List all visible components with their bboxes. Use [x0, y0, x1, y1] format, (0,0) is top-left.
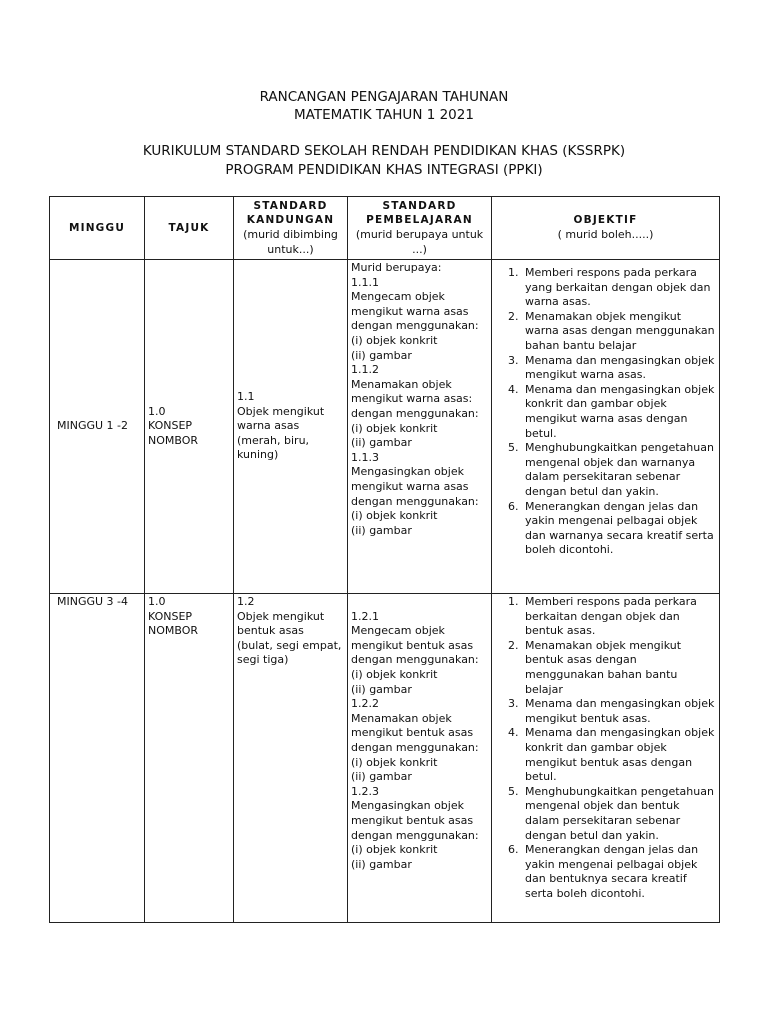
objective-item: 2. Menamakan objek mengikut bentuk asas dengan menggunakan bahan bantu belajar [522, 639, 716, 697]
objective-item: 1. Memberi respons pada perkara yang berkaitan dengan objek dan warna asas. [522, 266, 716, 310]
subtitle-line-1: KURIKULUM STANDARD SEKOLAH RENDAH PENDIDIKAN KHAS (KSSRPK) [142, 143, 626, 159]
cell-minggu: MINGGU 1 -2 [50, 260, 145, 594]
header-objektif: OBJEKTIF ( murid boleh.....) [492, 197, 720, 260]
document-title [0, 88, 768, 124]
document-subtitle [0, 142, 768, 180]
table-row [50, 260, 720, 594]
cell-minggu: MINGGU 3 -4 [50, 594, 145, 923]
header-minggu: MINGGU [50, 197, 145, 260]
objective-item: 4. Menama dan mengasingkan objek konkrit dan gambar objek mengikut bentuk asas dengan betul. [522, 726, 716, 784]
lesson-plan-table [49, 196, 720, 923]
objective-item: 2. Menamakan objek mengikut warna asas dengan menggunakan bahan bantu belajar [522, 310, 716, 354]
table-header-row [50, 197, 720, 260]
cell-tajuk: 1.0 KONSEP NOMBOR [145, 260, 234, 594]
title-line-2: MATEMATIK TAHUN 1 2021 [294, 107, 474, 123]
objective-item: 4. Menama dan mengasingkan objek konkrit dan gambar objek mengikut warna asas dengan betul. [522, 383, 716, 441]
objective-item: 5. Menghubungkaitkan pengetahuan mengenal objek dan warnanya dalam persekitaran sebenar dengan betul dan yakin. [522, 441, 716, 499]
objective-item: 1. Memberi respons pada perkara berkaitan dengan objek dan bentuk asas. [522, 595, 716, 639]
subtitle-line-2: PROGRAM PENDIDIKAN KHAS INTEGRASI (PPKI) [225, 162, 543, 178]
title-line-1: RANCANGAN PENGAJARAN TAHUNAN [259, 89, 509, 105]
cell-standard-pembelajaran: Murid berupaya: 1.1.1 Mengecam objek mengikut warna asas dengan menggunakan: (i) objek konkrit (ii) gambar 1.1.2 Menamakan objek mengikut warna asas: dengan menggunakan: (i) objek konkrit (ii) gambar 1.1.3 Mengasingkan objek mengikut warna asas dengan menggunakan: (i) objek konkrit (ii) gambar [348, 260, 492, 594]
cell-objektif [492, 594, 720, 923]
objective-item: 5. Menghubungkaitkan pengetahuan mengenal objek dan bentuk dalam persekitaran sebenar dengan betul dan yakin. [522, 785, 716, 843]
cell-objektif [492, 260, 720, 594]
objective-item: 6. Menerangkan dengan jelas dan yakin mengenai pelbagai objek dan bentuknya secara kreatif serta boleh dicontohi. [522, 843, 716, 901]
header-standard-kandungan: STANDARD KANDUNGAN (murid dibimbing untuk...) [234, 197, 348, 260]
header-tajuk: TAJUK [145, 197, 234, 260]
objective-item: 3. Menama dan mengasingkan objek mengikut bentuk asas. [522, 697, 716, 726]
objective-item: 6. Menerangkan dengan jelas dan yakin mengenai pelbagai objek dan warnanya secara kreatif serta boleh dicontohi. [522, 500, 716, 558]
cell-standard-pembelajaran: 1.2.1 Mengecam objek mengikut bentuk asas dengan menggunakan: (i) objek konkrit (ii) gambar 1.2.2 Menamakan objek mengikut bentuk asas dengan menggunakan: (i) objek konkrit (ii) gambar 1.2.3 Mengasingkan objek mengikut bentuk asas dengan menggunakan: (i) objek konkrit (ii) gambar [348, 594, 492, 923]
objective-item: 3. Menama dan mengasingkan objek mengikut warna asas. [522, 354, 716, 383]
cell-standard-kandungan: 1.2 Objek mengikut bentuk asas (bulat, segi empat, segi tiga) [234, 594, 348, 923]
cell-tajuk: 1.0 KONSEP NOMBOR [145, 594, 234, 923]
header-standard-pembelajaran: STANDARD PEMBELAJARAN (murid berupaya untuk ...) [348, 197, 492, 260]
table-row [50, 594, 720, 923]
cell-standard-kandungan: 1.1 Objek mengikut warna asas (merah, biru, kuning) [234, 260, 348, 594]
